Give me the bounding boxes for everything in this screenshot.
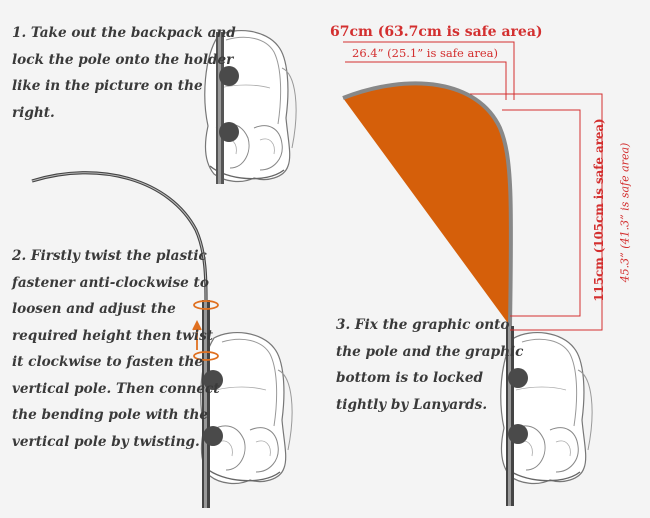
step-1-line: 1. Take out the backpack and (12, 25, 236, 41)
step-2-line: loosen and adjust the (12, 301, 176, 317)
flag-height-cm-label: 115cm (105cm is safe area) (592, 118, 606, 302)
step-2-instruction (12, 243, 220, 455)
step-1-line: right. (12, 104, 55, 121)
step-2-line: it clockwise to fasten the (12, 354, 204, 370)
step-3-line: 3. Fix the graphic onto (336, 317, 510, 333)
step-2-line: required height then twist (12, 327, 214, 344)
step-3-line: bottom is to locked (336, 370, 484, 386)
flag-width-inch-label: 26.4” (25.1” is safe area) (352, 46, 498, 60)
step-1-instruction (12, 20, 236, 126)
step-3-instruction (336, 312, 523, 418)
step-3-line: tightly by Lanyards. (336, 396, 488, 413)
step-1-line: lock the pole onto the holder (12, 51, 234, 68)
step-2-line: the bending pole with the (12, 407, 209, 423)
step-2-line: 2. Firstly twist the plastic (12, 248, 207, 264)
flag-graphic (343, 83, 511, 326)
flag-width-cm-label: 67cm (63.7cm is safe area) (330, 24, 543, 40)
step-2-line: vertical pole. Then connect (12, 380, 220, 397)
step-1-line: like in the picture on the (12, 78, 203, 94)
step-2-line: vertical pole by twisting. (12, 433, 200, 450)
step-2-line: fastener anti-clockwise to (12, 274, 209, 291)
flag-height-inch-label: 45.3” (41.3” is safe area) (618, 142, 632, 283)
step-3-line: the pole and the graphic (336, 343, 524, 360)
